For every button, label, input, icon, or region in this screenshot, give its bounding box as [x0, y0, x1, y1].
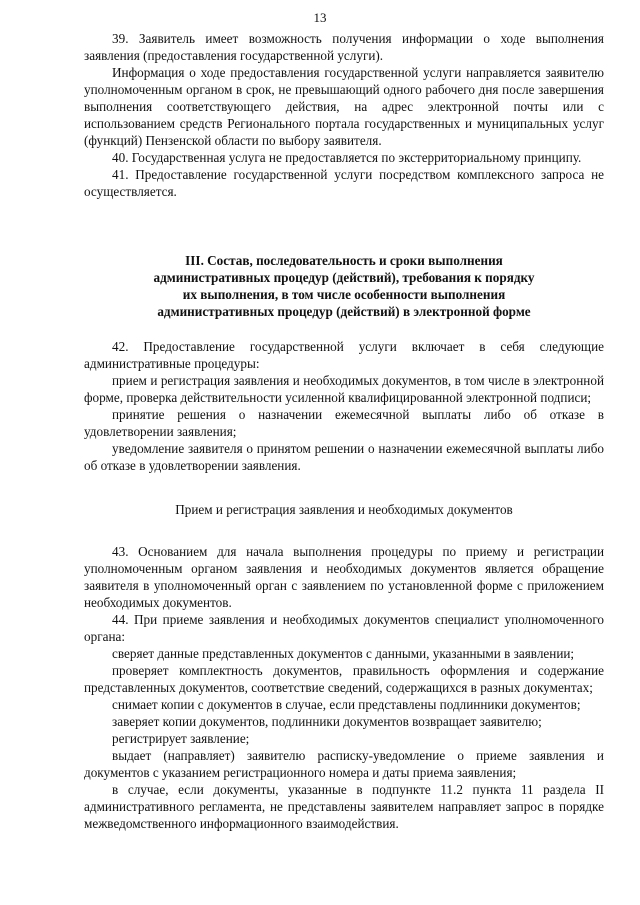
paragraph-step-register: регистрирует заявление;: [112, 731, 250, 746]
paragraph-step-check-completeness: проверяет комплектность документов, правильность оформления и содержание представленных документов, соответствие сведений, содержащихся в разных документах;: [84, 663, 604, 695]
paragraph-step-copies: снимает копии с документов в случае, если представлены подлинники документов;: [112, 697, 581, 712]
document-body: [84, 30, 604, 832]
sub-heading: Прием и регистрация заявления и необходимых документов: [175, 502, 513, 517]
paragraph-43: 43. Основанием для начала выполнения процедуры по приему и регистрации уполномоченным органом заявления и необходимых документов является обращение заявителя в уполномоченный орган с заявлением по установленной форме с приложением необходимых документов.: [84, 544, 604, 610]
paragraph-procedure-3: уведомление заявителя о принятом решении о назначении ежемесячной выплаты либо об отказе в удовлетворении заявления.: [84, 441, 604, 473]
section-heading: [84, 252, 604, 320]
section-heading-line: их выполнения, в том числе особенности выполнения: [182, 287, 506, 302]
page-number: 13: [313, 10, 327, 25]
section-heading-line: III. Состав, последовательность и сроки выполнения: [185, 253, 503, 268]
paragraph-step-verify-data: сверяет данные представленных документов с данными, указанными в заявлении;: [112, 646, 575, 661]
paragraph-44: 44. При приеме заявления и необходимых документов специалист уполномоченного органа:: [84, 612, 604, 644]
paragraph-step-receipt: выдает (направляет) заявителю расписку-уведомление о приеме заявления и документов с указанием регистрационного номера и даты приема заявления;: [84, 748, 604, 780]
paragraph-42: 42. Предоставление государственной услуги включает в себя следующие административные процедуры:: [84, 339, 604, 371]
paragraph-step-certify: заверяет копии документов, подлинники документов возвращает заявителю;: [112, 714, 542, 729]
paragraph-procedure-2: принятие решения о назначении ежемесячной выплаты либо об отказе в удовлетворении заявления;: [84, 407, 604, 439]
paragraph-41: 41. Предоставление государственной услуги посредством комплексного запроса не осуществляется.: [84, 167, 604, 199]
paragraph-40: 40. Государственная услуга не предоставляется по экстерриториальному принципу.: [112, 150, 582, 165]
section-heading-line: административных процедур (действий), требования к порядку: [153, 270, 535, 285]
paragraph-step-request: в случае, если документы, указанные в подпункте 11.2 пункта 11 раздела II административного регламента, не представлены заявителем направляет запрос в порядке межведомственного информационного взаимодействия.: [84, 782, 604, 831]
section-heading-line: административных процедур (действий) в электронной форме: [157, 304, 531, 319]
paragraph-procedure-1: прием и регистрация заявления и необходимых документов, в том числе в электронной форме, проверка действительности усиленной квалифицированной электронной подписи;: [84, 373, 604, 405]
paragraph-39: 39. Заявитель имеет возможность получения информации о ходе выполнения заявления (предоставления государственной услуги).: [84, 31, 604, 63]
paragraph-info-progress: Информация о ходе предоставления государственной услуги направляется заявителю уполномоченным органом в срок, не превышающий одного рабочего дня после завершения выполнения соответствующего действия, на адрес электронной почты или с использованием средств Регионального портала государственных и муниципальных услуг (функций) Пензенской области по выбору заявителя.: [84, 65, 604, 148]
